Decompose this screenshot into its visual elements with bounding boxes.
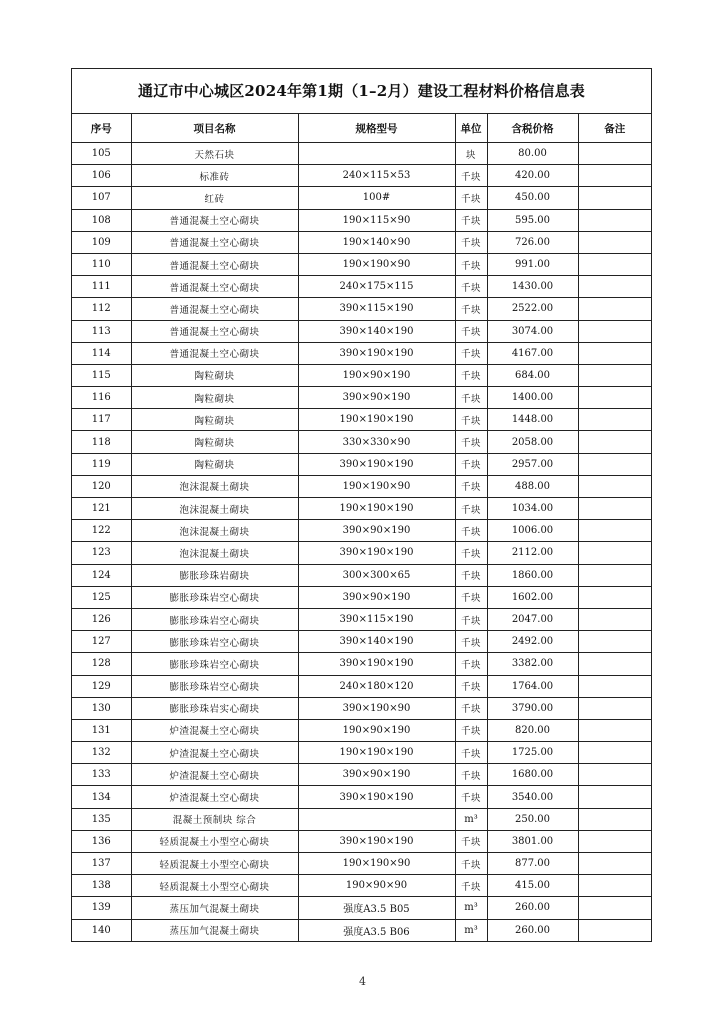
cell-spec: 300×300×65 — [298, 564, 455, 586]
cell-unit: 千块 — [455, 276, 487, 298]
cell-no: 107 — [72, 187, 131, 209]
cell-price: 488.00 — [487, 475, 578, 497]
cell-spec: 190×190×90 — [298, 853, 455, 875]
cell-unit: 千块 — [455, 564, 487, 586]
table-row — [72, 719, 651, 741]
cell-note — [578, 853, 651, 875]
cell-price: 260.00 — [487, 897, 578, 919]
cell-name: 膨胀珍珠岩砌块 — [131, 564, 298, 586]
cell-price: 2058.00 — [487, 431, 578, 453]
table-row — [72, 453, 651, 475]
table-row — [72, 608, 651, 630]
cell-no: 139 — [72, 897, 131, 919]
cell-no: 126 — [72, 608, 131, 630]
cell-spec: 390×90×190 — [298, 764, 455, 786]
cell-unit: 千块 — [455, 498, 487, 520]
table-row — [72, 853, 651, 875]
cell-note — [578, 364, 651, 386]
cell-unit: 千块 — [455, 453, 487, 475]
cell-name: 泡沫混凝土砌块 — [131, 520, 298, 542]
cell-unit: 千块 — [455, 165, 487, 187]
cell-spec: 390×190×90 — [298, 697, 455, 719]
cell-name: 红砖 — [131, 187, 298, 209]
cell-price: 991.00 — [487, 253, 578, 275]
cell-price: 80.00 — [487, 143, 578, 165]
page-number: 4 — [359, 975, 366, 988]
cell-unit: 千块 — [455, 653, 487, 675]
cell-spec: 强度A3.5 B05 — [298, 897, 455, 919]
cell-unit: 千块 — [455, 409, 487, 431]
cell-note — [578, 742, 651, 764]
cell-no: 136 — [72, 830, 131, 852]
cell-unit: 千块 — [455, 520, 487, 542]
cell-spec: 190×190×190 — [298, 409, 455, 431]
cell-no: 127 — [72, 631, 131, 653]
cell-price: 1448.00 — [487, 409, 578, 431]
cell-note — [578, 298, 651, 320]
cell-name: 炉渣混凝土空心砌块 — [131, 719, 298, 741]
cell-note — [578, 253, 651, 275]
cell-name: 轻质混凝土小型空心砌块 — [131, 830, 298, 852]
cell-name: 蒸压加气混凝土砌块 — [131, 897, 298, 919]
cell-no: 109 — [72, 231, 131, 253]
table-row — [72, 786, 651, 808]
table-row — [72, 187, 651, 209]
cell-note — [578, 830, 651, 852]
cell-name: 膨胀珍珠岩空心砌块 — [131, 631, 298, 653]
cell-note — [578, 808, 651, 830]
table-row — [72, 342, 651, 364]
cell-price: 3790.00 — [487, 697, 578, 719]
table-row — [72, 364, 651, 386]
cell-spec: 390×190×190 — [298, 542, 455, 564]
cell-spec: 190×140×90 — [298, 231, 455, 253]
cell-note — [578, 653, 651, 675]
cell-note — [578, 165, 651, 187]
cell-note — [578, 409, 651, 431]
table-row — [72, 808, 651, 830]
table-row — [72, 764, 651, 786]
cell-unit: m³ — [455, 897, 487, 919]
cell-spec: 390×90×190 — [298, 586, 455, 608]
header-price: 含税价格 — [487, 114, 578, 143]
table-row — [72, 631, 651, 653]
cell-name: 陶粒砌块 — [131, 453, 298, 475]
cell-spec: 390×190×190 — [298, 453, 455, 475]
cell-unit: 千块 — [455, 187, 487, 209]
cell-note — [578, 143, 651, 165]
table-row — [72, 475, 651, 497]
cell-no: 140 — [72, 919, 131, 941]
cell-spec — [298, 808, 455, 830]
cell-name: 泡沫混凝土砌块 — [131, 475, 298, 497]
cell-unit: 千块 — [455, 320, 487, 342]
table-row — [72, 387, 651, 409]
cell-no: 119 — [72, 453, 131, 475]
cell-name: 炉渣混凝土空心砌块 — [131, 742, 298, 764]
cell-name: 膨胀珍珠岩空心砌块 — [131, 675, 298, 697]
cell-price: 1034.00 — [487, 498, 578, 520]
cell-spec: 190×190×190 — [298, 498, 455, 520]
cell-name: 普通混凝土空心砌块 — [131, 298, 298, 320]
cell-name: 普通混凝土空心砌块 — [131, 342, 298, 364]
cell-unit: 千块 — [455, 298, 487, 320]
table-row — [72, 675, 651, 697]
cell-price: 420.00 — [487, 165, 578, 187]
table-row — [72, 498, 651, 520]
cell-note — [578, 586, 651, 608]
cell-no: 105 — [72, 143, 131, 165]
cell-no: 112 — [72, 298, 131, 320]
table-row — [72, 520, 651, 542]
cell-note — [578, 187, 651, 209]
table-row — [72, 830, 651, 852]
cell-no: 121 — [72, 498, 131, 520]
cell-spec: 330×330×90 — [298, 431, 455, 453]
cell-name: 普通混凝土空心砌块 — [131, 209, 298, 231]
cell-price: 1400.00 — [487, 387, 578, 409]
cell-no: 137 — [72, 853, 131, 875]
cell-no: 134 — [72, 786, 131, 808]
price-table-sheet — [71, 68, 652, 942]
cell-no: 118 — [72, 431, 131, 453]
cell-note — [578, 608, 651, 630]
table-row — [72, 742, 651, 764]
table-row — [72, 653, 651, 675]
cell-note — [578, 520, 651, 542]
cell-no: 133 — [72, 764, 131, 786]
cell-price: 684.00 — [487, 364, 578, 386]
cell-note — [578, 475, 651, 497]
cell-no: 131 — [72, 719, 131, 741]
cell-spec: 240×175×115 — [298, 276, 455, 298]
cell-price: 1430.00 — [487, 276, 578, 298]
table-row — [72, 919, 651, 941]
cell-no: 117 — [72, 409, 131, 431]
cell-name: 膨胀珍珠岩空心砌块 — [131, 608, 298, 630]
cell-no: 122 — [72, 520, 131, 542]
cell-spec: 190×90×190 — [298, 364, 455, 386]
cell-spec — [298, 143, 455, 165]
cell-unit: 块 — [455, 143, 487, 165]
cell-note — [578, 564, 651, 586]
cell-unit: 千块 — [455, 853, 487, 875]
cell-unit: 千块 — [455, 431, 487, 453]
cell-unit: 千块 — [455, 830, 487, 852]
cell-spec: 190×190×90 — [298, 253, 455, 275]
cell-unit: 千块 — [455, 697, 487, 719]
cell-note — [578, 697, 651, 719]
cell-name: 普通混凝土空心砌块 — [131, 276, 298, 298]
cell-price: 2112.00 — [487, 542, 578, 564]
cell-note — [578, 875, 651, 897]
cell-unit: 千块 — [455, 764, 487, 786]
cell-name: 炉渣混凝土空心砌块 — [131, 764, 298, 786]
cell-unit: m³ — [455, 919, 487, 941]
table-row — [72, 253, 651, 275]
cell-note — [578, 209, 651, 231]
cell-note — [578, 542, 651, 564]
cell-name: 普通混凝土空心砌块 — [131, 320, 298, 342]
cell-name: 陶粒砌块 — [131, 387, 298, 409]
cell-unit: 千块 — [455, 342, 487, 364]
cell-price: 2957.00 — [487, 453, 578, 475]
cell-no: 106 — [72, 165, 131, 187]
cell-price: 1680.00 — [487, 764, 578, 786]
header-note: 备注 — [578, 114, 651, 143]
cell-note — [578, 897, 651, 919]
cell-unit: 千块 — [455, 786, 487, 808]
cell-price: 595.00 — [487, 209, 578, 231]
table-row — [72, 897, 651, 919]
cell-spec: 390×90×190 — [298, 387, 455, 409]
cell-no: 132 — [72, 742, 131, 764]
cell-name: 普通混凝土空心砌块 — [131, 231, 298, 253]
cell-note — [578, 231, 651, 253]
cell-no: 114 — [72, 342, 131, 364]
header-unit: 单位 — [455, 114, 487, 143]
cell-price: 3540.00 — [487, 786, 578, 808]
cell-price: 415.00 — [487, 875, 578, 897]
cell-spec: 390×190×190 — [298, 830, 455, 852]
header-name: 项目名称 — [131, 114, 298, 143]
table-row — [72, 143, 651, 165]
table-row — [72, 542, 651, 564]
cell-spec: 390×190×190 — [298, 342, 455, 364]
cell-spec: 240×180×120 — [298, 675, 455, 697]
cell-note — [578, 276, 651, 298]
cell-price: 2492.00 — [487, 631, 578, 653]
cell-spec: 强度A3.5 B06 — [298, 919, 455, 941]
table-header-row — [72, 114, 651, 143]
cell-price: 1860.00 — [487, 564, 578, 586]
cell-unit: 千块 — [455, 631, 487, 653]
cell-unit: 千块 — [455, 875, 487, 897]
cell-name: 陶粒砌块 — [131, 431, 298, 453]
cell-note — [578, 919, 651, 941]
cell-no: 125 — [72, 586, 131, 608]
cell-price: 3382.00 — [487, 653, 578, 675]
cell-name: 天然石块 — [131, 143, 298, 165]
cell-unit: 千块 — [455, 675, 487, 697]
table-row — [72, 564, 651, 586]
cell-name: 陶粒砌块 — [131, 364, 298, 386]
cell-unit: m³ — [455, 808, 487, 830]
cell-spec: 100# — [298, 187, 455, 209]
cell-no: 124 — [72, 564, 131, 586]
cell-no: 128 — [72, 653, 131, 675]
cell-spec: 390×115×190 — [298, 608, 455, 630]
table-row — [72, 875, 651, 897]
cell-no: 120 — [72, 475, 131, 497]
cell-note — [578, 786, 651, 808]
cell-spec: 240×115×53 — [298, 165, 455, 187]
cell-no: 110 — [72, 253, 131, 275]
cell-price: 260.00 — [487, 919, 578, 941]
cell-name: 普通混凝土空心砌块 — [131, 253, 298, 275]
cell-no: 123 — [72, 542, 131, 564]
cell-spec: 190×190×190 — [298, 742, 455, 764]
cell-name: 泡沫混凝土砌块 — [131, 542, 298, 564]
cell-price: 2522.00 — [487, 298, 578, 320]
cell-unit: 千块 — [455, 475, 487, 497]
cell-no: 108 — [72, 209, 131, 231]
table-row — [72, 298, 651, 320]
cell-no: 111 — [72, 276, 131, 298]
cell-unit: 千块 — [455, 387, 487, 409]
cell-no: 130 — [72, 697, 131, 719]
header-spec: 规格型号 — [298, 114, 455, 143]
cell-unit: 千块 — [455, 231, 487, 253]
table-row — [72, 431, 651, 453]
cell-note — [578, 498, 651, 520]
cell-price: 1006.00 — [487, 520, 578, 542]
cell-spec: 190×90×90 — [298, 875, 455, 897]
cell-name: 轻质混凝土小型空心砌块 — [131, 853, 298, 875]
cell-spec: 190×190×90 — [298, 475, 455, 497]
table-row — [72, 209, 651, 231]
page-title: 通辽市中心城区2024年第1期（1–2月）建设工程材料价格信息表 — [72, 69, 651, 114]
table-row — [72, 165, 651, 187]
cell-name: 膨胀珍珠岩空心砌块 — [131, 586, 298, 608]
cell-note — [578, 719, 651, 741]
cell-unit: 千块 — [455, 253, 487, 275]
cell-name: 轻质混凝土小型空心砌块 — [131, 875, 298, 897]
cell-spec: 390×140×190 — [298, 320, 455, 342]
cell-no: 115 — [72, 364, 131, 386]
cell-spec: 190×90×190 — [298, 719, 455, 741]
cell-unit: 千块 — [455, 719, 487, 741]
cell-price: 820.00 — [487, 719, 578, 741]
cell-spec: 390×190×190 — [298, 786, 455, 808]
cell-name: 标准砖 — [131, 165, 298, 187]
cell-note — [578, 764, 651, 786]
cell-no: 135 — [72, 808, 131, 830]
table-row — [72, 320, 651, 342]
table-body — [72, 143, 651, 941]
table-row — [72, 586, 651, 608]
cell-spec: 390×190×190 — [298, 653, 455, 675]
cell-price: 3801.00 — [487, 830, 578, 852]
cell-note — [578, 387, 651, 409]
cell-unit: 千块 — [455, 209, 487, 231]
cell-spec: 190×115×90 — [298, 209, 455, 231]
header-no: 序号 — [72, 114, 131, 143]
cell-name: 膨胀珍珠岩实心砌块 — [131, 697, 298, 719]
cell-name: 陶粒砌块 — [131, 409, 298, 431]
cell-name: 膨胀珍珠岩空心砌块 — [131, 653, 298, 675]
cell-unit: 千块 — [455, 542, 487, 564]
cell-note — [578, 675, 651, 697]
table-row — [72, 276, 651, 298]
cell-unit: 千块 — [455, 586, 487, 608]
cell-name: 混凝土预制块 综合 — [131, 808, 298, 830]
cell-note — [578, 631, 651, 653]
cell-price: 1764.00 — [487, 675, 578, 697]
cell-price: 877.00 — [487, 853, 578, 875]
cell-unit: 千块 — [455, 608, 487, 630]
table-row — [72, 231, 651, 253]
cell-spec: 390×140×190 — [298, 631, 455, 653]
cell-note — [578, 431, 651, 453]
cell-name: 蒸压加气混凝土砌块 — [131, 919, 298, 941]
cell-price: 250.00 — [487, 808, 578, 830]
cell-no: 113 — [72, 320, 131, 342]
price-table — [72, 114, 651, 941]
cell-note — [578, 342, 651, 364]
cell-price: 4167.00 — [487, 342, 578, 364]
cell-name: 泡沫混凝土砌块 — [131, 498, 298, 520]
cell-price: 2047.00 — [487, 608, 578, 630]
cell-note — [578, 453, 651, 475]
cell-no: 129 — [72, 675, 131, 697]
cell-no: 116 — [72, 387, 131, 409]
cell-price: 1725.00 — [487, 742, 578, 764]
cell-price: 1602.00 — [487, 586, 578, 608]
cell-note — [578, 320, 651, 342]
cell-unit: 千块 — [455, 364, 487, 386]
table-row — [72, 409, 651, 431]
cell-name: 炉渣混凝土空心砌块 — [131, 786, 298, 808]
cell-spec: 390×90×190 — [298, 520, 455, 542]
cell-price: 450.00 — [487, 187, 578, 209]
cell-price: 3074.00 — [487, 320, 578, 342]
cell-no: 138 — [72, 875, 131, 897]
cell-price: 726.00 — [487, 231, 578, 253]
cell-spec: 390×115×190 — [298, 298, 455, 320]
table-row — [72, 697, 651, 719]
cell-unit: 千块 — [455, 742, 487, 764]
